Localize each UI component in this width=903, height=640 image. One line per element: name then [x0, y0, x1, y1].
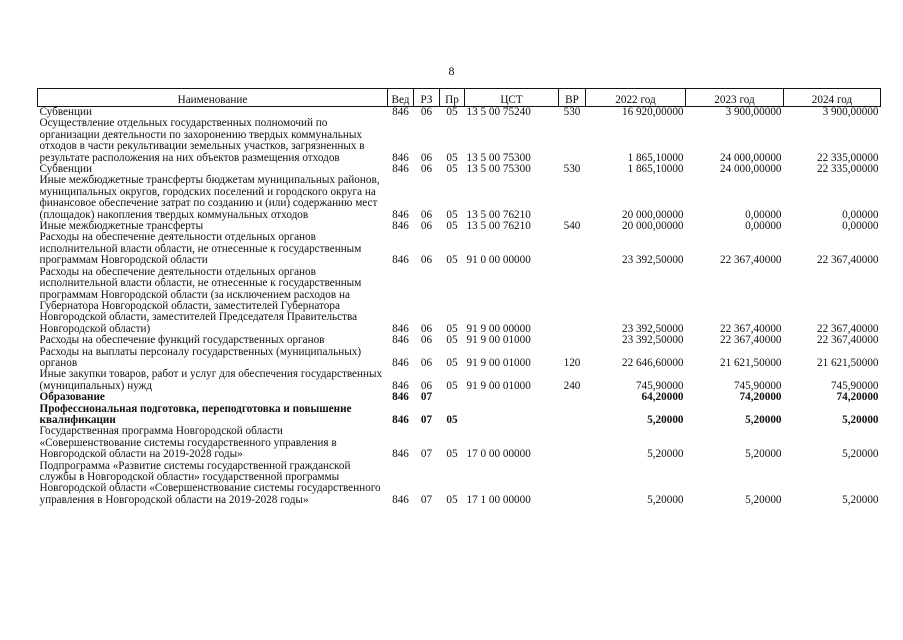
- table-row: [38, 404, 881, 427]
- cell-rz: 07: [420, 391, 433, 404]
- cell-cst: 13 5 00 76210: [466, 220, 531, 233]
- cell-cst: [465, 392, 559, 403]
- cell-pr: 05: [446, 220, 458, 233]
- cell-pr: 05: [446, 493, 458, 506]
- cell-y2024: 74,20000: [836, 391, 879, 404]
- cell-name: Иные закупки товаров, работ и услуг для обеспечения государственных (муниципальных) нужд: [39, 368, 383, 392]
- cell-cst: 13 5 00 75300: [466, 163, 531, 176]
- cell-y2024: 0,00000: [842, 220, 879, 233]
- header-2023: 2023 год: [686, 89, 784, 107]
- cell-pr: 05: [446, 254, 458, 267]
- cell-y2022: 1 865,10000: [627, 163, 684, 176]
- cell-name: Субвенции: [39, 163, 92, 176]
- cell-pr: 05: [446, 208, 458, 221]
- cell-y2022: 23 392,50000: [621, 322, 684, 335]
- header-ved: Вед: [388, 89, 414, 107]
- cell-y2024: 5,20000: [842, 493, 879, 506]
- cell-cst: 91 9 00 01000: [466, 379, 531, 392]
- cell-y2024: 22 367,40000: [816, 254, 879, 267]
- cell-y2024: 745,90000: [830, 379, 879, 392]
- cell-y2023: 24 000,00000: [719, 163, 782, 176]
- cell-y2022: 20 000,00000: [621, 220, 684, 233]
- cell-name: Иные межбюджетные трансферты: [39, 220, 204, 233]
- cell-vr: [559, 175, 586, 221]
- cell-y2023: 22 367,40000: [719, 254, 782, 267]
- cell-rz: 06: [420, 356, 433, 369]
- cell-y2024: 22 367,40000: [816, 322, 879, 335]
- cell-pr: 05: [446, 413, 458, 426]
- cell-cst: 13 5 00 76210: [466, 208, 531, 221]
- cell-y2024: 22 367,40000: [816, 334, 879, 347]
- cell-ved: 846: [392, 322, 409, 335]
- cell-pr: 05: [446, 448, 458, 461]
- table-row: [38, 392, 881, 403]
- cell-ved: 846: [392, 334, 409, 347]
- cell-vr: [559, 267, 586, 335]
- header-2022: 2022 год: [586, 89, 686, 107]
- table-body: [38, 107, 881, 507]
- header-rz: РЗ: [414, 89, 440, 107]
- cell-name: Государственная программа Новгородской области «Совершенствование системы государственного управления в Новгородской области на 2019-2028 годы»: [39, 425, 337, 461]
- cell-ved: 846: [392, 448, 409, 461]
- cell-pr: 05: [446, 379, 458, 392]
- cell-ved: 846: [392, 493, 409, 506]
- cell-y2022: 16 920,00000: [621, 106, 684, 118]
- cell-vr: [559, 392, 586, 403]
- cell-cst: 91 9 00 00000: [466, 322, 531, 335]
- table-row: [38, 267, 881, 335]
- cell-vr: [559, 232, 586, 266]
- cell-y2023: 5,20000: [745, 493, 782, 506]
- cell-name: Расходы на выплаты персоналу государственных (муниципальных) органов: [39, 345, 362, 369]
- cell-y2023: 21 621,50000: [719, 356, 782, 369]
- table-row: [38, 335, 881, 346]
- cell-y2023: 3 900,00000: [725, 106, 782, 118]
- cell-cst: 91 9 00 01000: [466, 356, 531, 369]
- cell-ved: 846: [392, 106, 409, 118]
- cell-vr: [559, 118, 586, 164]
- cell-y2024: 0,00000: [842, 208, 879, 221]
- cell-y2023: 5,20000: [745, 413, 782, 426]
- table-row: [38, 461, 881, 507]
- cell-cst: [465, 404, 559, 427]
- cell-vr: [559, 335, 586, 346]
- page-number: 8: [448, 64, 455, 78]
- header-cst: ЦСТ: [465, 89, 559, 107]
- cell-rz: 06: [420, 151, 433, 164]
- cell-vr: 120: [563, 356, 581, 369]
- header-pr: Пр: [440, 89, 465, 107]
- table-row: [38, 175, 881, 221]
- cell-y2024: 5,20000: [842, 413, 879, 426]
- cell-vr: 540: [563, 220, 581, 233]
- cell-name: Образование: [39, 391, 105, 404]
- cell-y2022: 1 865,10000: [627, 151, 684, 164]
- cell-cst: 13 5 00 75300: [466, 151, 531, 164]
- cell-pr: 05: [446, 106, 458, 118]
- cell-name: Иные межбюджетные трансферты бюджетам муниципальных районов, муниципальных округов, городских поселений и городского округа на финансовое обеспечение затрат по созданию и (или) содержанию мест (площадок) накопления твердых коммунальных отходов: [39, 174, 380, 221]
- cell-ved: 846: [392, 379, 409, 392]
- cell-y2024: 21 621,50000: [816, 356, 879, 369]
- cell-ved: 846: [392, 356, 409, 369]
- cell-y2023: 24 000,00000: [719, 151, 782, 164]
- cell-y2022: 22 646,60000: [621, 356, 684, 369]
- cell-pr: 05: [446, 334, 458, 347]
- cell-vr: 530: [563, 163, 581, 176]
- table-row: [38, 369, 881, 392]
- cell-pr: 05: [446, 322, 458, 335]
- header-vr: ВР: [559, 89, 586, 107]
- cell-pr: 05: [446, 151, 458, 164]
- header-2024: 2024 год: [784, 89, 881, 107]
- cell-y2023: 0,00000: [745, 220, 782, 233]
- cell-rz: 06: [420, 106, 433, 118]
- cell-rz: 06: [420, 334, 433, 347]
- cell-cst: 91 0 00 00000: [466, 254, 531, 267]
- cell-name: Расходы на обеспечение деятельности отдельных органов исполнительной власти области, не отнесенные к государственным программам Новгородской области: [39, 231, 362, 267]
- cell-vr: 240: [563, 379, 581, 392]
- cell-rz: 06: [420, 254, 433, 267]
- cell-y2022: 23 392,50000: [621, 254, 684, 267]
- cell-y2024: 5,20000: [842, 448, 879, 461]
- cell-y2024: 22 335,00000: [816, 151, 879, 164]
- table-row: [38, 118, 881, 164]
- table-row: [38, 232, 881, 266]
- cell-cst: 13 5 00 75240: [466, 106, 531, 118]
- cell-name: Расходы на обеспечение деятельности отдельных органов исполнительной власти области, не отнесенные к государственным программам Новгородской области (за исключением расходов на Губернатора Новгородской области, заместителей Губернатора Новгородской области, заместителей Председателя Правительства Новгородской области): [39, 265, 362, 335]
- cell-ved: 846: [392, 220, 409, 233]
- cell-name: Субвенции: [39, 106, 92, 118]
- table-row: [38, 347, 881, 370]
- header-name: Наименование: [38, 89, 388, 107]
- cell-pr: [440, 392, 465, 403]
- cell-vr: 530: [563, 106, 581, 118]
- cell-y2022: 23 392,50000: [621, 334, 684, 347]
- cell-y2022: 5,20000: [647, 413, 684, 426]
- cell-pr: 05: [446, 163, 458, 176]
- cell-y2023: 22 367,40000: [719, 334, 782, 347]
- cell-name: Расходы на обеспечение функций государственных органов: [39, 334, 325, 347]
- budget-table: [37, 88, 881, 506]
- cell-vr: [559, 461, 586, 507]
- cell-y2022: 20 000,00000: [621, 208, 684, 221]
- cell-ved: 846: [392, 413, 409, 426]
- cell-ved: 846: [392, 208, 409, 221]
- cell-ved: 846: [392, 151, 409, 164]
- cell-y2023: 22 367,40000: [719, 322, 782, 335]
- cell-cst: 91 9 00 01000: [466, 334, 531, 347]
- table-header-row: [38, 89, 881, 107]
- cell-rz: 06: [420, 379, 433, 392]
- cell-y2022: 5,20000: [647, 448, 684, 461]
- cell-y2024: 3 900,00000: [822, 106, 879, 118]
- cell-rz: 06: [420, 220, 433, 233]
- cell-name: Профессиональная подготовка, переподготовка и повышение квалификации: [39, 402, 352, 426]
- cell-rz: 06: [420, 322, 433, 335]
- cell-rz: 07: [420, 493, 433, 506]
- cell-y2023: 0,00000: [745, 208, 782, 221]
- cell-pr: 05: [446, 356, 458, 369]
- cell-rz: 06: [420, 163, 433, 176]
- cell-y2023: 5,20000: [745, 448, 782, 461]
- cell-ved: 846: [392, 254, 409, 267]
- cell-ved: 846: [392, 391, 409, 404]
- cell-rz: 06: [420, 208, 433, 221]
- cell-vr: [559, 426, 586, 460]
- cell-y2022: 64,20000: [641, 391, 684, 404]
- cell-cst: 17 1 00 00000: [466, 493, 531, 506]
- table-row: [38, 426, 881, 460]
- cell-rz: 07: [420, 413, 433, 426]
- cell-y2024: 22 335,00000: [816, 163, 879, 176]
- cell-y2022: 745,90000: [635, 379, 684, 392]
- cell-y2023: 74,20000: [739, 391, 782, 404]
- cell-rz: 07: [420, 448, 433, 461]
- cell-cst: 17 0 00 00000: [466, 448, 531, 461]
- cell-y2023: 745,90000: [733, 379, 782, 392]
- cell-y2022: 5,20000: [647, 493, 684, 506]
- cell-ved: 846: [392, 163, 409, 176]
- cell-vr: [559, 404, 586, 427]
- cell-name: Подпрограмма «Развитие системы государственной гражданской службы в Новгородской области» государственной программы Новгородской области «Совершенствование системы государственного управления в Новгородской области на 2019-2028 годы»: [39, 459, 381, 506]
- cell-name: Осуществление отдельных государственных полномочий по организации деятельности по захоронению твердых коммунальных отходов в части рекультивации земельных участков, загрязненных в результате расположения на них объектов размещения отходов: [39, 117, 365, 164]
